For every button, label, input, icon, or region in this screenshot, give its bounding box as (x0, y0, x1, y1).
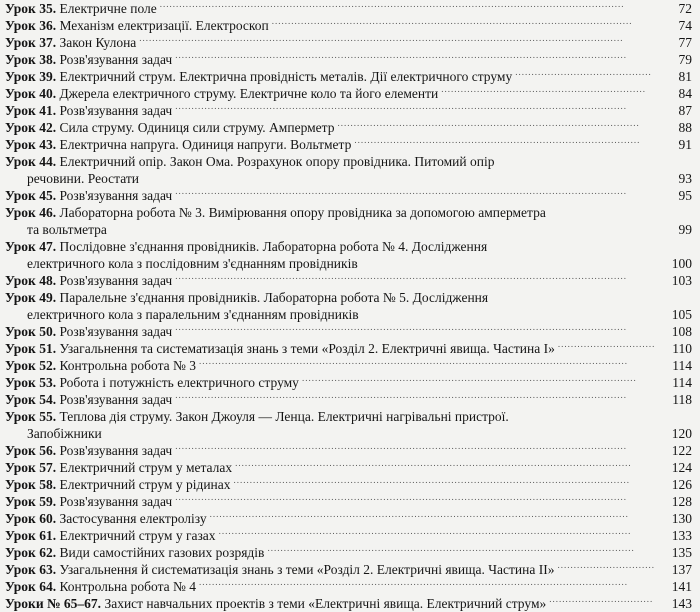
dot-leader: .......................................................................................................................... (235, 458, 632, 468)
toc-entry (5, 408, 692, 442)
dot-leader: ........................................................................................................................................... (175, 322, 627, 332)
lesson-number: Урок 64. (5, 579, 57, 594)
lesson-title-continuation: та вольтметра (27, 222, 107, 237)
lesson-title: Розв'язування задач (59, 392, 173, 407)
dot-leader: ........................................................................................................................................... (175, 492, 627, 502)
dot-leader: ........................................................................................................................................... (175, 101, 627, 111)
lesson-title-continuation: Запобіжники (27, 426, 102, 441)
lesson-number: Урок 62. (5, 545, 57, 560)
toc-entry (5, 272, 692, 289)
dot-leader: ........................................................................................................................................... (175, 441, 627, 451)
lesson-number: Урок 57. (5, 460, 57, 475)
lesson-number: Урок 58. (5, 477, 57, 492)
lesson-number: Уроки № 65–67. (5, 596, 102, 611)
lesson-number: Урок 38. (5, 52, 57, 67)
dot-leader: ........................................................................................................................................... (175, 50, 627, 60)
lesson-title: Джерела електричного струму. Електричне коло та його елементи (59, 86, 439, 101)
page-number: 128 (671, 494, 692, 509)
dot-leader: .................................................................................................................................... (199, 356, 629, 366)
dot-leader: ............................................................... (441, 84, 646, 94)
lesson-number: Урок 35. (5, 1, 57, 16)
page-number: 74 (678, 18, 692, 33)
page-number: 88 (678, 120, 692, 135)
lesson-title-continuation: електричного кола з паралельним з'єднанням провідників (27, 307, 359, 322)
page-number: 110 (672, 341, 692, 356)
page-number: 108 (671, 324, 692, 339)
lesson-number: Урок 42. (5, 120, 57, 135)
lesson-number: Урок 46. (5, 205, 57, 220)
dot-leader: ................................................................................................................. (267, 543, 635, 553)
lesson-title: Розв'язування задач (59, 324, 173, 339)
lesson-title: Розв'язування задач (59, 273, 173, 288)
lesson-number: Урок 53. (5, 375, 57, 390)
dot-leader: ............................................................................................................... (271, 16, 633, 26)
page-number: 99 (678, 222, 692, 237)
dot-leader: ........................................................................................ (354, 135, 641, 145)
lesson-title: Розв'язування задач (59, 188, 173, 203)
lesson-title: Розв'язування задач (59, 103, 173, 118)
lesson-number: Урок 45. (5, 188, 57, 203)
lesson-title: Електричний опір. Закон Ома. Розрахунок опору провідника. Питомий опір (59, 154, 495, 169)
lesson-number: Урок 52. (5, 358, 57, 373)
dot-leader: .............................. (557, 339, 656, 349)
lesson-number: Урок 48. (5, 273, 57, 288)
lesson-number: Урок 56. (5, 443, 57, 458)
lesson-number: Урок 39. (5, 69, 57, 84)
page-number: 93 (678, 171, 692, 186)
lesson-title: Контрольна робота № 4 (59, 579, 197, 594)
lesson-title: Електрична напруга. Одиниця напруги. Вольтметр (59, 137, 352, 152)
page-number: 72 (678, 1, 692, 16)
page-number: 87 (678, 103, 692, 118)
page-number: 95 (678, 188, 692, 203)
page-number: 103 (671, 273, 692, 288)
dot-leader: .......................................................................................................................... (233, 475, 631, 485)
page-number: 105 (671, 307, 692, 322)
page-number: 91 (678, 137, 692, 152)
lesson-number: Урок 49. (5, 290, 57, 305)
page-number: 135 (671, 545, 692, 560)
toc-entry (5, 289, 692, 323)
dot-leader: ..................................................................................................................................................... (139, 33, 624, 43)
page-number: 114 (672, 358, 692, 373)
lesson-title: Лабораторна робота № 3. Вимірювання опору провідника за допомогою амперметра (59, 205, 546, 220)
page-number: 133 (671, 528, 692, 543)
lesson-number: Урок 43. (5, 137, 57, 152)
lesson-title: Електричний струм у газах (59, 528, 216, 543)
lesson-title: Електричний струм. Електрична провідність металів. Дії електричного струму (59, 69, 513, 84)
toc-entry (5, 153, 692, 187)
lesson-title: Механізм електризації. Електроскоп (59, 18, 269, 33)
page-number: 143 (671, 596, 692, 611)
lesson-number: Урок 59. (5, 494, 57, 509)
page-number: 126 (671, 477, 692, 492)
page-number: 84 (678, 86, 692, 101)
lesson-number: Урок 44. (5, 154, 57, 169)
lesson-number: Урок 63. (5, 562, 57, 577)
page-number: 77 (678, 35, 692, 50)
lesson-title: Узагальнення та систематизація знань з теми «Розділ 2. Електричні явища. Частина І» (59, 341, 555, 356)
dot-leader: ........................................................................................................................................... (175, 390, 627, 400)
toc-entry (5, 391, 692, 408)
dot-leader: ............................................................................................................................................... (159, 0, 625, 9)
page-number: 141 (671, 579, 692, 594)
dot-leader: .......................................... (515, 67, 652, 77)
dot-leader: .................................................................................................................................... (199, 577, 629, 587)
lesson-title: Робота і потужність електричного струму (59, 375, 299, 390)
lesson-title-continuation: електричного кола з послідовним з'єднанням провідників (27, 256, 358, 271)
toc-entry (5, 136, 692, 153)
dot-leader: ....................................................................................................... (301, 373, 637, 383)
lesson-number: Урок 50. (5, 324, 57, 339)
lesson-title: Сила струму. Одиниця сили струму. Амперметр (59, 120, 335, 135)
page-number: 81 (678, 69, 692, 84)
lesson-title: Розв'язування задач (59, 494, 173, 509)
lesson-title: Електричний струм у металах (59, 460, 233, 475)
toc-entry (5, 595, 692, 612)
page-number: 114 (672, 375, 692, 390)
page-number: 120 (671, 426, 692, 441)
lesson-title: Застосування електролізу (59, 511, 207, 526)
lesson-number: Урок 55. (5, 409, 57, 424)
page-number: 118 (672, 392, 692, 407)
dot-leader: .............................. (557, 560, 655, 570)
lesson-title: Види самостійних газових розрядів (59, 545, 265, 560)
lesson-title: Розв'язування задач (59, 52, 173, 67)
page-number: 130 (671, 511, 692, 526)
page-number: 100 (671, 256, 692, 271)
lesson-title: Електричний струм у рідинах (59, 477, 231, 492)
lesson-title: Розв'язування задач (59, 443, 173, 458)
lesson-number: Урок 37. (5, 35, 57, 50)
dot-leader: ................................ (549, 594, 654, 604)
lesson-title: Електричне поле (59, 1, 157, 16)
lesson-number: Урок 61. (5, 528, 57, 543)
lesson-title: Захист навчальних проектів з теми «Електричні явища. Електричний струм» (104, 596, 547, 611)
lesson-title: Теплова дія струму. Закон Джоуля — Ленца. Електричні нагрівальні пристрої. (59, 409, 509, 424)
page-number: 137 (671, 562, 692, 577)
lesson-number: Урок 51. (5, 341, 57, 356)
lesson-number: Урок 36. (5, 18, 57, 33)
lesson-title: Контрольна робота № 3 (59, 358, 197, 373)
toc-entry (5, 238, 692, 272)
page-number: 122 (671, 443, 692, 458)
dot-leader: ............................................................................................................................... (218, 526, 632, 536)
lesson-title-continuation: речовини. Реостати (27, 171, 139, 186)
lesson-number: Урок 54. (5, 392, 57, 407)
dot-leader: ........................................................................................................................................... (175, 271, 627, 281)
lesson-number: Урок 47. (5, 239, 57, 254)
lesson-title: Закон Кулона (59, 35, 137, 50)
lesson-number: Урок 40. (5, 86, 57, 101)
dot-leader: ................................................................................................................................. (209, 509, 629, 519)
lesson-number: Урок 60. (5, 511, 57, 526)
page-number: 124 (671, 460, 692, 475)
lesson-title: Узагальнення й систематизація знань з теми «Розділ 2. Електричні явища. Частина ІІ» (59, 562, 555, 577)
dot-leader: ........................................................................................................................................... (175, 186, 627, 196)
toc-entry (5, 187, 692, 204)
page-number: 79 (678, 52, 692, 67)
dot-leader: ............................................................................................. (337, 118, 640, 128)
lesson-title: Паралельне з'єднання провідників. Лабораторна робота № 5. Дослідження (59, 290, 489, 305)
lesson-title: Послідовне з'єднання провідників. Лабораторна робота № 4. Дослідження (59, 239, 488, 254)
lesson-number: Урок 41. (5, 103, 57, 118)
toc-entry (5, 204, 692, 238)
